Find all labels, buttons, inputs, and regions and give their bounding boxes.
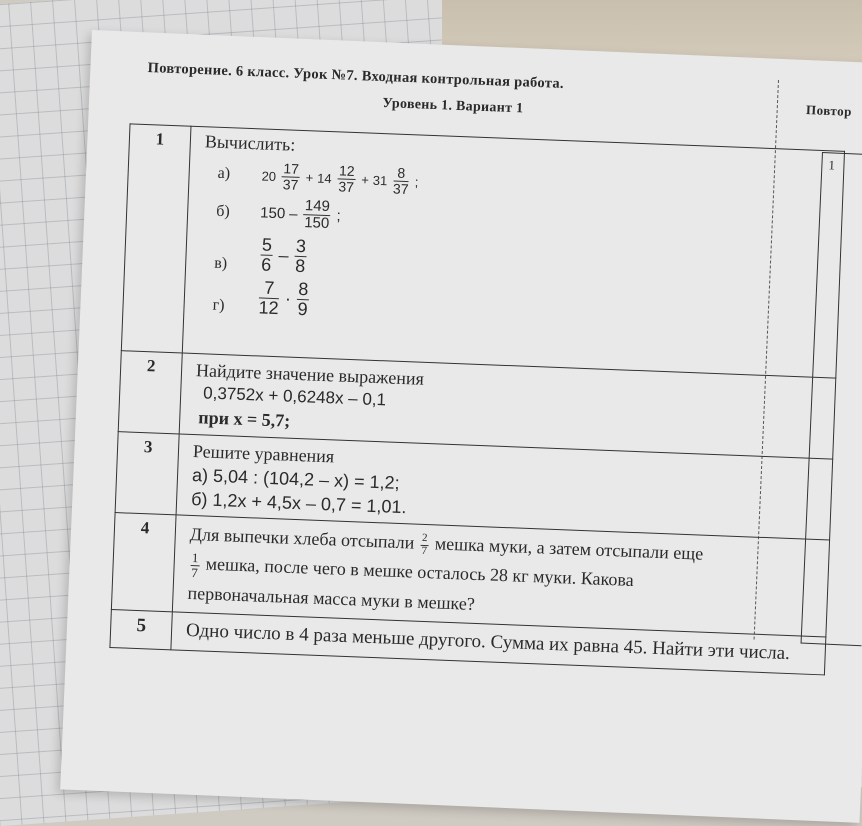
- task-row-1: [121, 124, 844, 378]
- task-2-expression: 0,3752x + 0,6248x – 0,1: [202, 383, 387, 410]
- tasks-table: [109, 123, 845, 675]
- second-sheet-title: Повтор: [805, 102, 853, 119]
- task-4-line3: первоначальная масса муки в мешке?: [187, 583, 476, 615]
- task-num: 5: [110, 610, 172, 650]
- task-num: 1: [121, 124, 191, 353]
- task-1-heading: Вычислить:: [204, 131, 296, 155]
- task-4-line2: $\frac{1}{7}$ мешка, после чего в мешке осталось 28 кг муки. Какова: [191, 550, 635, 591]
- task-num: 2: [118, 351, 182, 434]
- fraction: $\frac{8}{37}$: [392, 164, 409, 197]
- fraction: $\frac{8}{9}$: [297, 278, 309, 319]
- fraction: $\frac{12}{37}$: [338, 162, 355, 195]
- task-num: 4: [111, 513, 176, 612]
- task-3a: а) 5,04 : (104,2 – x) = 1,2;: [191, 464, 400, 493]
- task-1g: г) $\frac{7}{12}$ · $\frac{8}{9}$: [212, 277, 309, 319]
- task-1a: а) 20 $\frac{17}{37}$ + 14 $\frac{12}{37}$ + 31 $\frac{8}{37}$ ;: [217, 160, 419, 197]
- task-num: 3: [115, 431, 179, 515]
- task-5-text: Одно число в 4 раза меньше другого. Сумма их равна 45. Найти эти числа.: [171, 612, 826, 675]
- task-2-condition: при x = 5,7;: [197, 407, 291, 431]
- task-3b: б) 1,2x + 4,5x – 0,7 = 1,01.: [190, 489, 407, 518]
- worksheet-title: Повторение. 6 класс. Урок №7. Входная контрольная работа.: [147, 60, 565, 92]
- fraction: $\frac{1}{7}$: [191, 550, 199, 580]
- task-3-line1: Решите уравнения: [192, 440, 335, 466]
- task-1b: б) 150 – $\frac{149}{150}$ ;: [215, 197, 342, 233]
- fraction: $\frac{3}{8}$: [294, 235, 307, 276]
- fraction: $\frac{2}{7}$: [421, 532, 428, 557]
- fraction: $\frac{17}{37}$: [282, 160, 300, 193]
- task-2-line1: Найдите значение выражения: [195, 360, 425, 389]
- task-4-line1: Для выпечки хлеба отсыпали $\frac{2}{7}$ мешка муки, а затем отсыпали еще: [189, 524, 704, 565]
- worksheet-level: Уровень 1. Вариант 1: [382, 96, 524, 117]
- fraction: $\frac{5}{6}$: [260, 234, 273, 275]
- second-sheet-task-num: 1: [828, 157, 836, 173]
- fraction: $\frac{149}{150}$: [303, 197, 331, 233]
- task-1v: в) $\frac{5}{6}$ – $\frac{3}{8}$: [213, 234, 307, 276]
- fraction: $\frac{7}{12}$: [258, 277, 280, 318]
